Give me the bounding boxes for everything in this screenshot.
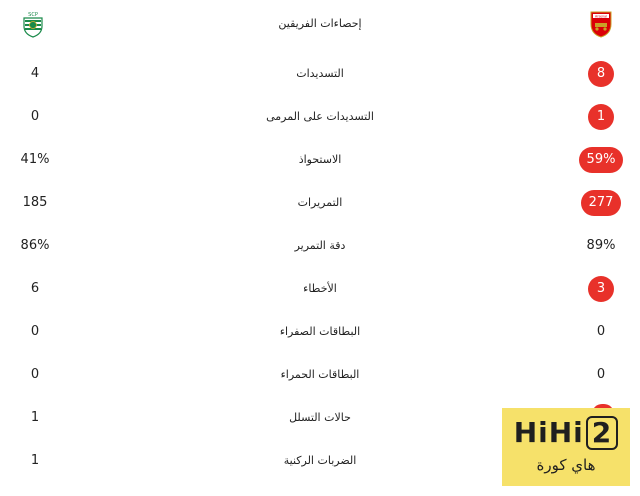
stat-label: التمريرات bbox=[297, 196, 343, 209]
home-value: 185 bbox=[22, 195, 48, 210]
sporting-cp-logo-icon bbox=[20, 10, 46, 38]
away-value bbox=[566, 271, 636, 307]
away-value: 0 bbox=[596, 367, 606, 382]
home-value: 86% bbox=[20, 238, 50, 253]
watermark-main-text: HiHi 2 bbox=[502, 416, 630, 450]
home-value: 1 bbox=[30, 410, 40, 425]
hihi2-watermark-logo bbox=[502, 408, 630, 486]
home-value: 0 bbox=[30, 109, 40, 124]
away-value bbox=[566, 99, 636, 135]
stat-row-possession bbox=[0, 142, 640, 178]
home-value: 6 bbox=[30, 281, 40, 296]
away-value-badge: 8 bbox=[588, 61, 614, 87]
away-value-badge: 59% bbox=[579, 147, 624, 173]
away-value bbox=[566, 56, 636, 92]
away-value bbox=[566, 142, 636, 178]
stat-row-passes bbox=[0, 185, 640, 221]
stats-header bbox=[0, 6, 640, 42]
away-value-badge: 277 bbox=[581, 190, 622, 216]
stat-row-fouls bbox=[0, 271, 640, 307]
watermark-sub-text: هاي كورة bbox=[536, 456, 596, 474]
home-value: 4 bbox=[30, 66, 40, 81]
away-value bbox=[566, 185, 636, 221]
stat-row-yellow-cards bbox=[0, 314, 640, 350]
stat-label: الاستحواذ bbox=[298, 153, 342, 166]
stat-label: التسديدات bbox=[296, 67, 344, 80]
stat-label: حالات التسلل bbox=[289, 411, 351, 424]
home-value: 0 bbox=[30, 367, 40, 382]
arsenal-logo-icon bbox=[588, 10, 614, 38]
home-value: 1 bbox=[30, 453, 40, 468]
away-value: 0 bbox=[596, 324, 606, 339]
stat-label: الأخطاء bbox=[303, 282, 337, 295]
stat-row-pass-accuracy bbox=[0, 228, 640, 264]
stat-row-shots bbox=[0, 56, 640, 92]
stat-label: التسديدات على المرمى bbox=[266, 110, 374, 123]
stat-row-red-cards bbox=[0, 357, 640, 393]
away-value: 89% bbox=[586, 238, 616, 253]
stat-label: البطاقات الحمراء bbox=[280, 368, 360, 381]
stat-label: البطاقات الصفراء bbox=[279, 325, 361, 338]
home-value: 0 bbox=[30, 324, 40, 339]
home-logo-text: SCP bbox=[28, 12, 38, 18]
stats-title: إحصاءات الفريقين bbox=[278, 17, 362, 30]
stat-label: الضربات الركنية bbox=[283, 454, 357, 467]
stat-row-shots-on-target bbox=[0, 99, 640, 135]
away-logo-text: Arsenal bbox=[595, 14, 607, 19]
away-value-badge: 1 bbox=[588, 104, 614, 130]
away-value-badge: 3 bbox=[588, 276, 614, 302]
stat-label: دقة التمرير bbox=[294, 239, 346, 252]
home-value: 41% bbox=[20, 152, 50, 167]
